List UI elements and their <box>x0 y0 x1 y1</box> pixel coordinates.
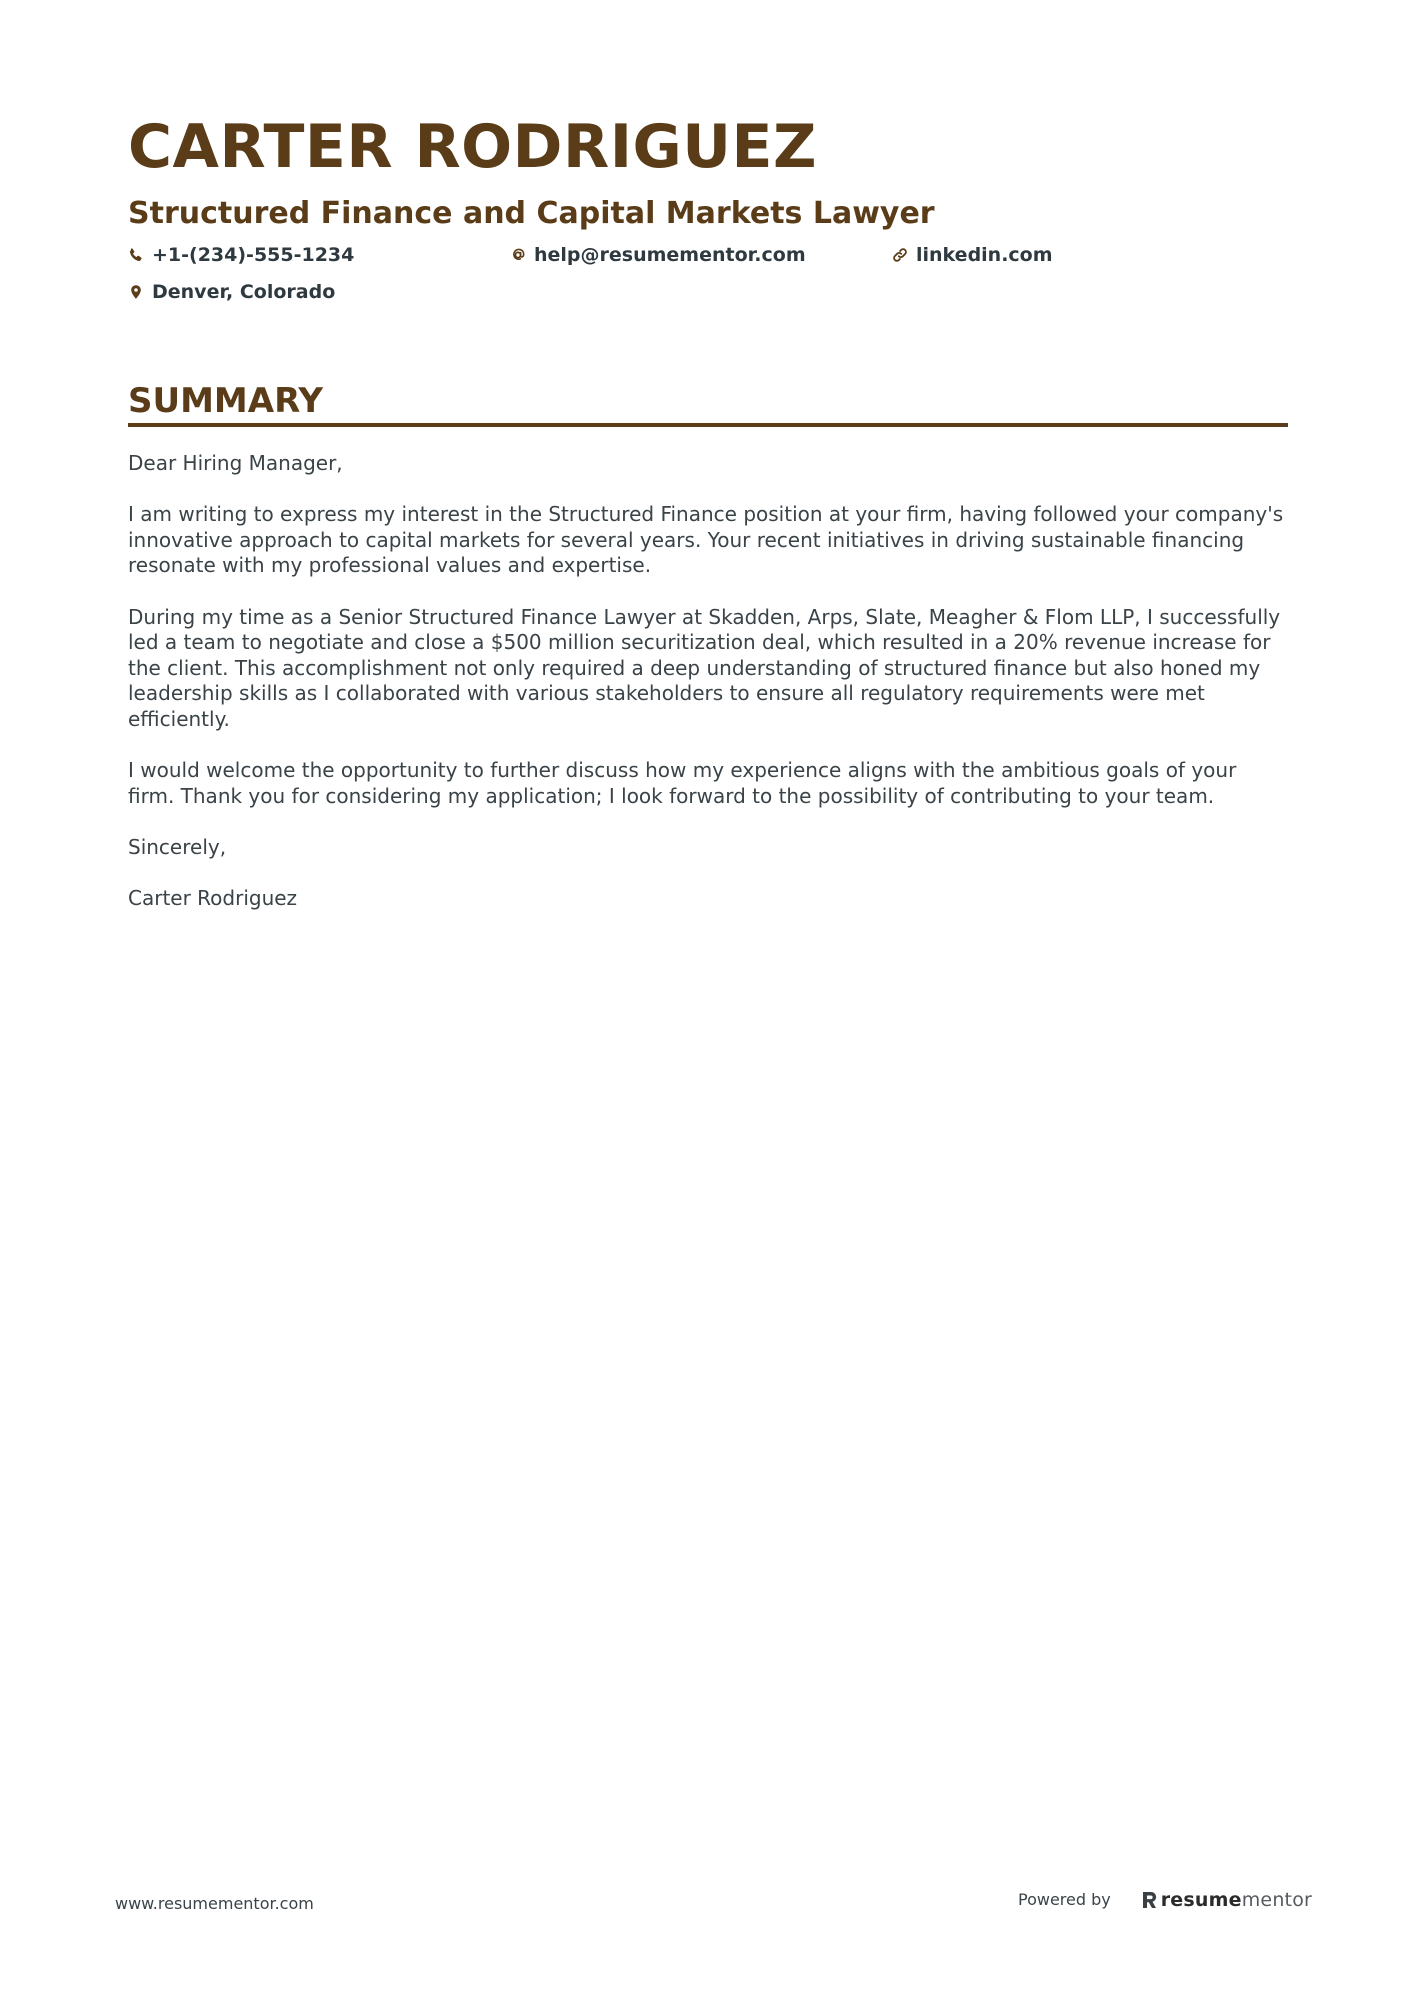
contact-location <box>128 279 510 305</box>
email-text: help@resumementor.com <box>534 244 806 266</box>
contact-linkedin[interactable] <box>892 242 1274 268</box>
resumementor-logo-icon <box>1141 1890 1157 1910</box>
powered-by-label: Powered by <box>1018 1890 1111 1909</box>
linkedin-text: linkedin.com <box>916 244 1053 266</box>
letter-closing: Sincerely, <box>128 834 227 859</box>
cover-letter <box>128 108 1288 937</box>
at-icon <box>510 247 526 263</box>
summary-heading: SUMMARY <box>128 381 1288 427</box>
phone-text: +1-(234)-555-1234 <box>152 244 355 266</box>
location-text: Denver, Colorado <box>152 281 336 303</box>
candidate-name: CARTER RODRIGUEZ <box>128 112 817 182</box>
brand-name-part1: resume <box>1160 1889 1242 1911</box>
phone-icon <box>128 247 144 263</box>
footer-branding <box>1018 1889 1312 1911</box>
letter-body <box>128 451 1288 912</box>
letter-paragraph: I am writing to express my interest in the Structured Finance position at your firm, having followed your company's innovative approach to capital markets for several years. Your recent initiatives in driving sustainable financing resonate with my professional values and expertise. <box>128 502 1284 578</box>
contact-phone <box>128 242 510 268</box>
location-icon <box>128 284 144 300</box>
link-icon <box>892 247 908 263</box>
job-title: Structured Finance and Capital Markets Lawyer <box>128 196 935 231</box>
contact-email[interactable] <box>510 242 892 268</box>
contact-info <box>128 242 1288 305</box>
letter-salutation: Dear Hiring Manager, <box>128 451 343 475</box>
letter-signature: Carter Rodriguez <box>128 886 298 911</box>
footer-website[interactable]: www.resumementor.com <box>115 1894 314 1913</box>
letter-paragraph: During my time as a Senior Structured Finance Lawyer at Skadden, Arps, Slate, Meagher & Flom LLP, I successfully led a team to negotiate and close a $500 million securitization deal, which resulted in a 20% revenue increase for the client. This accomplishment not only required a deep understanding of structured finance but also honed my leadership skills as I collaborated with various stakeholders to ensure all regulatory requirements were met efficiently. <box>128 604 1281 731</box>
brand-logo[interactable] <box>1141 1889 1312 1911</box>
brand-name-part2: mentor <box>1241 1889 1313 1911</box>
letter-paragraph: I would welcome the opportunity to further discuss how my experience aligns with the ambitious goals of your firm. Thank you for considering my application; I look forward to the possibility of contributing to your team. <box>128 758 1237 808</box>
